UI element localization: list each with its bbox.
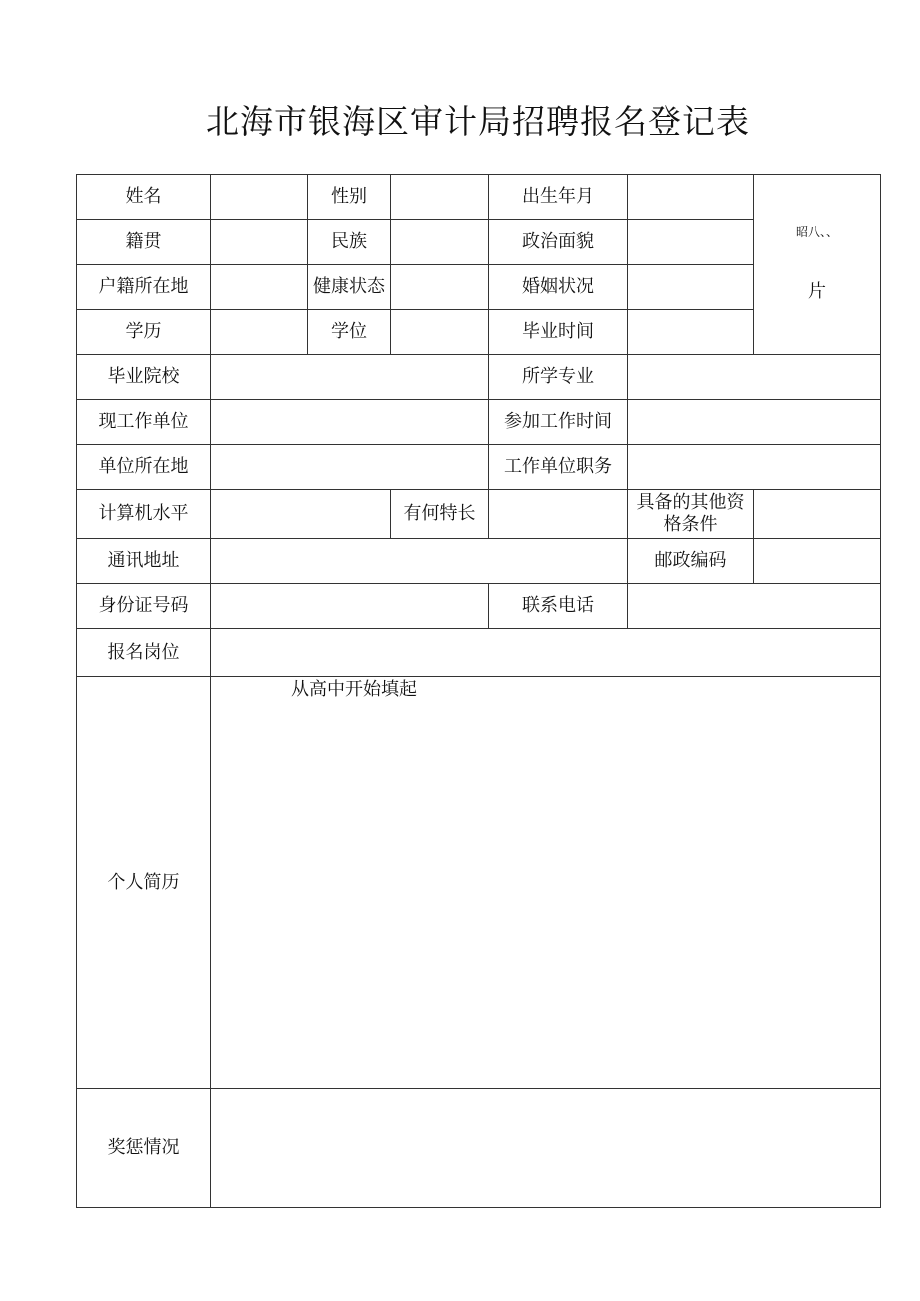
field-marital[interactable]: [628, 265, 754, 310]
photo-box[interactable]: [754, 175, 881, 355]
label-major: 所学专业: [489, 355, 628, 400]
photo-label-bottom: 片: [808, 280, 826, 302]
label-ethnicity: 民族: [308, 220, 391, 265]
field-employer-location[interactable]: [211, 445, 489, 490]
label-postcode: 邮政编码: [628, 539, 754, 584]
field-origin[interactable]: [211, 220, 308, 265]
field-address[interactable]: [211, 539, 628, 584]
label-computer: 计算机水平: [77, 490, 211, 539]
field-name[interactable]: [211, 175, 308, 220]
field-school[interactable]: [211, 355, 489, 400]
field-major[interactable]: [628, 355, 881, 400]
label-marital: 婚姻状况: [489, 265, 628, 310]
label-birth: 出生年月: [489, 175, 628, 220]
label-politics: 政治面貌: [489, 220, 628, 265]
field-computer[interactable]: [211, 490, 391, 539]
photo-label-top: 昭八、、: [795, 224, 838, 239]
field-gender[interactable]: [391, 175, 489, 220]
field-job-title[interactable]: [628, 445, 881, 490]
field-other-qualifications[interactable]: [754, 490, 881, 539]
label-name: 姓名: [77, 175, 211, 220]
field-id-number[interactable]: [211, 584, 489, 629]
label-household: 户籍所在地: [77, 265, 211, 310]
label-other-qualifications: 具备的其他资格条件: [628, 490, 754, 539]
label-awards: 奖惩情况: [77, 1089, 211, 1208]
field-degree[interactable]: [391, 310, 489, 355]
label-origin: 籍贯: [77, 220, 211, 265]
label-phone: 联系电话: [489, 584, 628, 629]
field-birth[interactable]: [628, 175, 754, 220]
field-ethnicity[interactable]: [391, 220, 489, 265]
label-grad-time: 毕业时间: [489, 310, 628, 355]
label-employer-location: 单位所在地: [77, 445, 211, 490]
label-specialty: 有何特长: [391, 490, 489, 539]
field-health[interactable]: [391, 265, 489, 310]
field-grad-time[interactable]: [628, 310, 754, 355]
form-title: 北海市银海区审计局招聘报名登记表: [206, 102, 750, 141]
field-household[interactable]: [211, 265, 308, 310]
field-politics[interactable]: [628, 220, 754, 265]
field-position[interactable]: [211, 629, 881, 677]
label-resume: 个人简历: [77, 677, 211, 1089]
field-resume[interactable]: [211, 677, 881, 1089]
label-address: 通讯地址: [77, 539, 211, 584]
label-health: 健康状态: [308, 265, 391, 310]
label-school: 毕业院校: [77, 355, 211, 400]
field-specialty[interactable]: [489, 490, 628, 539]
field-education[interactable]: [211, 310, 308, 355]
registration-form: [76, 174, 881, 1208]
label-work-start: 参加工作时间: [489, 400, 628, 445]
label-gender: 性别: [308, 175, 391, 220]
label-employer: 现工作单位: [77, 400, 211, 445]
label-job-title: 工作单位职务: [489, 445, 628, 490]
field-employer[interactable]: [211, 400, 489, 445]
resume-hint: 从高中开始填起: [291, 679, 417, 700]
label-education: 学历: [77, 310, 211, 355]
field-postcode[interactable]: [754, 539, 881, 584]
label-position: 报名岗位: [77, 629, 211, 677]
field-work-start[interactable]: [628, 400, 881, 445]
label-degree: 学位: [308, 310, 391, 355]
label-id-number: 身份证号码: [77, 584, 211, 629]
field-phone[interactable]: [628, 584, 881, 629]
field-awards[interactable]: [211, 1089, 881, 1208]
